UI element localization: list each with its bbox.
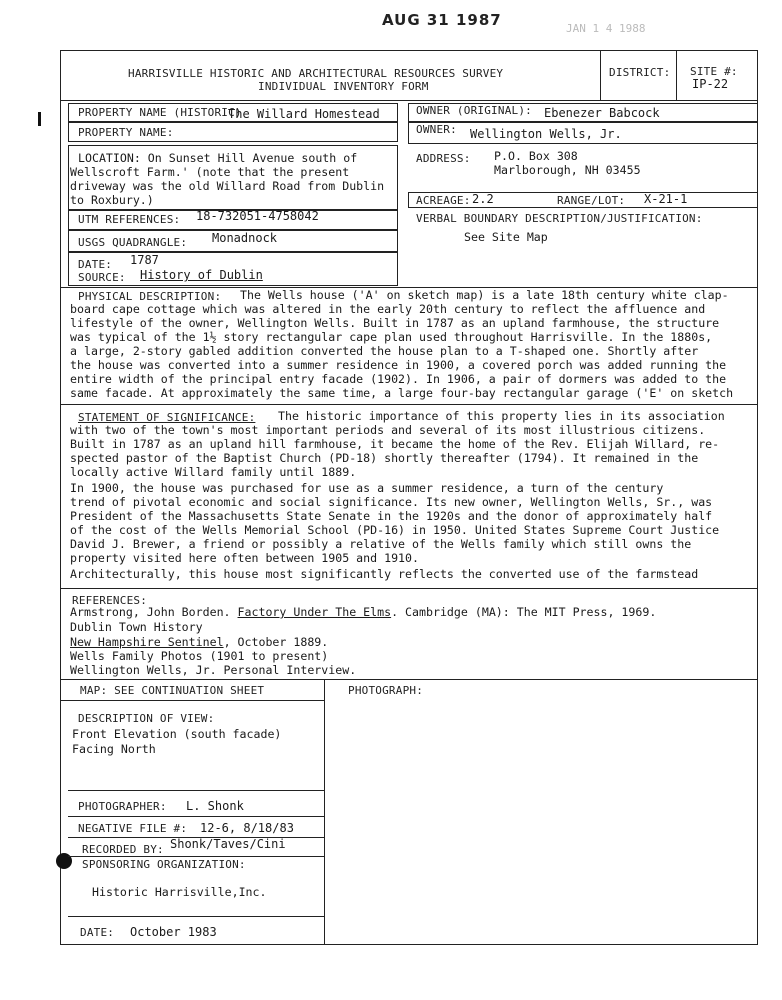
view-line: Front Elevation (south facade): [72, 727, 282, 741]
physical-description-label: PHYSICAL DESCRIPTION:: [78, 290, 222, 303]
photographer-value: L. Shonk: [186, 799, 244, 813]
reference-item: Wells Family Photos (1901 to present): [70, 649, 329, 663]
owner-label: OWNER:: [416, 123, 457, 136]
owner-value: Wellington Wells, Jr.: [470, 127, 622, 141]
physical-line: board cape cottage which was altered in the early 20th century to reflect the affluence and: [70, 302, 706, 316]
references-label: REFERENCES:: [72, 594, 148, 607]
date-value: 1787: [130, 253, 159, 267]
location-line: to Roxbury.): [70, 193, 154, 207]
usgs-value: Monadnock: [212, 231, 278, 245]
map-rule: [60, 700, 324, 701]
location-line: LOCATION: On Sunset Hill Avenue south of: [78, 151, 358, 165]
received-date-stamp: AUG 31 1987: [382, 11, 502, 29]
photographer-rule: [68, 790, 324, 791]
address-line: Marlborough, NH 03455: [494, 163, 641, 177]
bottom-date-value: October 1983: [130, 925, 217, 939]
physical-line: The Wells house ('A' on sketch map) is a late 18th century white clap-: [240, 288, 729, 302]
reference-title: Factory Under The Elms: [237, 605, 392, 619]
acreage-label: ACREAGE:: [416, 194, 471, 207]
physical-line: the house was converted into a summer residence in 1900, a covered porch was added running the: [70, 358, 727, 372]
photograph-label: PHOTOGRAPH:: [348, 684, 424, 697]
property-name-historic: The Willard Homestead: [228, 107, 380, 121]
site-label: SITE #:: [690, 65, 738, 78]
form-subtitle: INDIVIDUAL INVENTORY FORM: [258, 80, 429, 93]
section-rule: [60, 404, 758, 405]
negative-label: NEGATIVE FILE #:: [78, 822, 188, 835]
significance-line: President of the Massachusetts State Senate in the 1920s and the donor of approximately half: [70, 509, 713, 523]
significance-line: In 1900, the house was purchased for use as a summer residence, a turn of the century: [70, 481, 664, 495]
acreage-value: 2.2: [472, 192, 494, 206]
reference-publisher: . Cambridge (MA): The MIT Press, 1969.: [391, 605, 657, 619]
reference-item: [70, 636, 328, 649]
utm-label: UTM REFERENCES:: [78, 213, 181, 226]
recorded-value: Shonk/Taves/Cini: [170, 837, 286, 851]
significance-line: Built in 1787 as an upland hill farmhouse, it became the home of the Rev. Elijah Willard, re-: [70, 437, 720, 451]
owner-original-label: OWNER (ORIGINAL):: [416, 104, 532, 117]
verbal-boundary-value: See Site Map: [464, 230, 548, 244]
owner-original: Ebenezer Babcock: [544, 106, 660, 120]
margin-mark: [38, 112, 41, 126]
reference-title: New Hampshire Sentinel: [70, 635, 224, 649]
section-rule: [60, 679, 758, 680]
property-name-historic-label: PROPERTY NAME (HISTORIC): [78, 106, 242, 119]
map-label: MAP: SEE CONTINUATION SHEET: [80, 684, 265, 697]
significance-line: with two of the town's most important periods and several of its most illustrious citizens.: [70, 423, 706, 437]
reference-item: Dublin Town History: [70, 620, 203, 634]
negative-value: 12-6, 8/18/83: [200, 821, 294, 835]
sponsor-value: Historic Harrisville,Inc.: [92, 885, 267, 899]
reference-item: Wellington Wells, Jr. Personal Interview.: [70, 663, 357, 677]
address-label: ADDRESS:: [416, 152, 471, 165]
range-lot-value: X-21-1: [644, 192, 688, 206]
header-divider: [676, 50, 677, 100]
photographer-label: PHOTOGRAPHER:: [78, 800, 167, 813]
physical-line: same facade. At approximately the same time, a large four-bay rectangular garage ('E' on sketch: [70, 386, 734, 400]
negative-rule: [68, 816, 324, 817]
source-label: SOURCE:: [78, 271, 126, 284]
address-line: P.O. Box 308: [494, 149, 578, 163]
view-line: Facing North: [72, 742, 156, 756]
date-label: DATE:: [78, 258, 113, 271]
header-divider: [600, 50, 601, 100]
sponsor-label: SPONSORING ORGANIZATION:: [82, 858, 246, 871]
site-value: IP-22: [692, 77, 729, 91]
header-rule: [60, 100, 758, 101]
significance-line: The historic importance of this property lies in its association: [278, 409, 725, 423]
significance-line: Architecturally, this house most significantly reflects the converted use of the farmstead: [70, 567, 699, 581]
usgs-label: USGS QUADRANGLE:: [78, 236, 188, 249]
physical-line: entire width of the principal entry facade (1902). In 1906, a pair of dormers was added to the: [70, 372, 727, 386]
source-value: History of Dublin: [140, 268, 263, 282]
property-name-label: PROPERTY NAME:: [78, 126, 174, 139]
date-rule: [68, 916, 324, 917]
view-label: DESCRIPTION OF VIEW:: [78, 712, 215, 725]
range-lot-label: RANGE/LOT:: [557, 194, 626, 207]
significance-line: trend of pivotal economic and social significance. Its new owner, Wellington Wells, Sr., was: [70, 495, 713, 509]
bottom-date-label: DATE:: [80, 926, 115, 939]
faint-stamp: JAN 1 4 1988: [566, 22, 646, 35]
physical-line: lifestyle of the owner, Wellington Wells. Built in 1787 as an upland farmhouse, the structure: [70, 316, 720, 330]
physical-line: a large, 2-story gabled addition converted the house plan to a T-shaped one. Shortly after: [70, 344, 699, 358]
recorded-label: RECORDED BY:: [82, 843, 164, 856]
significance-line: of the cost of the Wells Memorial School (PD-16) in 1950. United States Supreme Court Justice: [70, 523, 720, 537]
significance-label: STATEMENT OF SIGNIFICANCE:: [78, 411, 256, 424]
photo-divider: [324, 679, 325, 945]
reference-author: Armstrong, John Borden.: [70, 605, 231, 619]
district-label: DISTRICT:: [609, 66, 671, 79]
location-line: driveway was the old Willard Road from Dublin: [70, 179, 385, 193]
form-title: HARRISVILLE HISTORIC AND ARCHITECTURAL RESOURCES SURVEY: [128, 67, 504, 80]
reference-date: , October 1889.: [223, 635, 329, 649]
significance-line: David J. Brewer, a friend or possibly a relative of the Wells family which still owns the: [70, 537, 692, 551]
physical-line: was typical of the 1½ story rectangular cape plan used throughout Harrisville. In the 1880s,: [70, 330, 713, 344]
significance-line: locally active Willard family until 1889.: [70, 465, 357, 479]
significance-line: property visited here often between 1905 and 1910.: [70, 551, 420, 565]
verbal-boundary-label: VERBAL BOUNDARY DESCRIPTION/JUSTIFICATION:: [416, 212, 703, 225]
location-line: Wellscroft Farm.' (note that the present: [70, 165, 350, 179]
reference-item: [70, 606, 656, 619]
utm-value: 18-732051-4758042: [196, 209, 319, 223]
section-rule: [60, 588, 758, 589]
significance-line: spected pastor of the Baptist Church (PD-18) shortly thereafter (1794). It remained in the: [70, 451, 699, 465]
sponsor-rule: [68, 856, 324, 857]
